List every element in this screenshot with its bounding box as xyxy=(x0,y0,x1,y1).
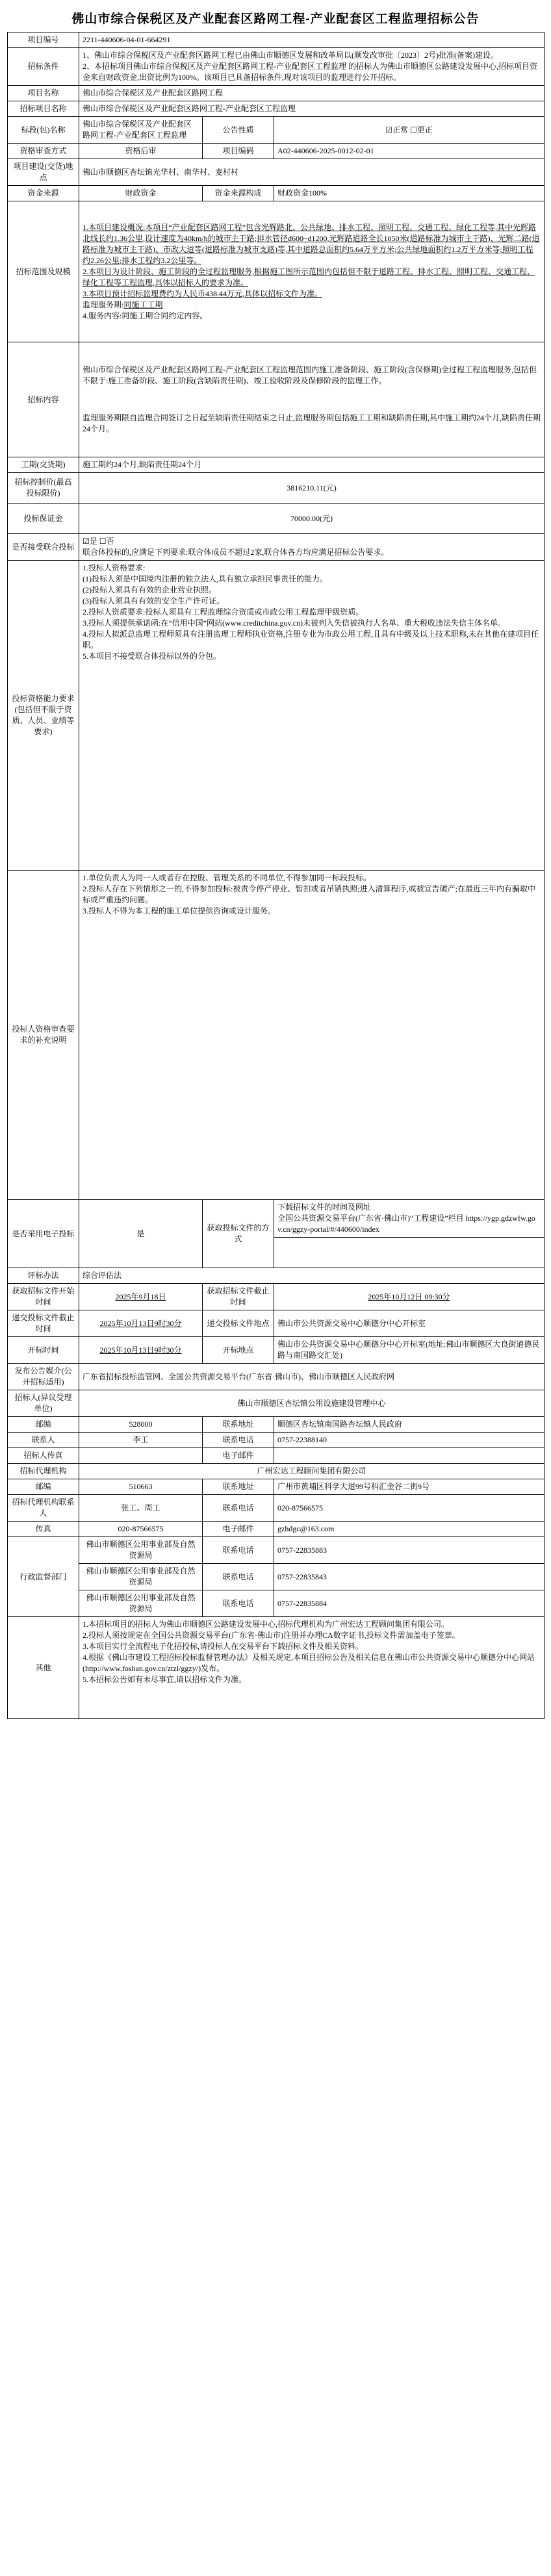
requirement-line: 4.投标人拟派总监理工程师须具有注册监理工程师执业资格,注册专业为市政公用工程,且具有中级及以上技术职称,未在其他在建项目任职。 xyxy=(83,630,539,650)
joint-label: 是否接受联合投标 xyxy=(8,534,79,561)
requirement-line: (2)投标人须具有有效的企业营业执照。 xyxy=(83,585,216,594)
deposit-label: 投标保证金 xyxy=(8,504,79,534)
agency-label: 招标代理机构 xyxy=(8,1464,79,1479)
tenderer-tel-value: 0757-22388140 xyxy=(274,1433,545,1448)
footer-note-line: 4.根据《佛山市建设工程招标投标监督管理办法》及相关规定,本项目招标公告及相关信息在佛山市公共资源交易中心顺德分中心网站(http://www.foshan.gov.cn/ztzl/ggzy/)发布。 xyxy=(83,1653,535,1673)
supervision-tel-value: 0757-22835883 xyxy=(274,1537,545,1564)
doc-method-label: 获取投标文件的方式 xyxy=(203,1200,274,1268)
conditions-line: 2、本招标项目佛山市综合保税区及产业配套区路网工程-产业配套区工程监理 的招标人为佛山市顺德区公路建设发展中心,招标项目资金来自财政资金,出资比例为100%。该项目已具备招标条件,现对该项目的监理进行公开招标。 xyxy=(83,62,538,82)
agency-email-value[interactable]: gzhdgc@163.com xyxy=(274,1522,545,1537)
project-code2-value: A02-440606-2025-0012-02-01 xyxy=(274,144,545,159)
conditions-line: 1、佛山市综合保税区及产业配套区路网工程已由佛山市顺德区发展和改革局以(顺发改审批〔2023〕2号)批准(备案)建设。 xyxy=(83,51,498,60)
scope-duration-value: 同施工工期 xyxy=(123,300,163,309)
project-code2-label: 项目编码 xyxy=(203,144,274,159)
row-deposit xyxy=(8,504,545,534)
tenderer-email-value xyxy=(274,1448,545,1464)
media-value: 广东省招标投标监管网、全国公共资源交易平台(广东省·佛山市)、佛山市顺德区人民政府网 xyxy=(79,1364,545,1390)
content-label: 招标内容 xyxy=(8,342,79,457)
row-content xyxy=(8,342,545,457)
bid-rule-line: 1.单位负责人为同一人或者存在控股、管理关系的不同单位,不得参加同一标段投标。 xyxy=(83,873,372,882)
scope-duration xyxy=(83,300,541,311)
conditions-label: 招标条件 xyxy=(8,48,79,86)
bid-rule-line: 3.投标人不得为本工程的施工单位提供咨询或设计服务。 xyxy=(83,906,276,915)
scope-line: 3.本项目预计招标监理费约为人民币438.44万元,具体以招标文件为准。 xyxy=(83,288,323,298)
tenderer-addr-label: 联系地址 xyxy=(203,1417,274,1433)
tenderer-value: 佛山市顺德区杏坛镇公用设施建设管理中心 xyxy=(79,1390,545,1417)
submit-place-label: 递交投标文件地点 xyxy=(203,1310,274,1337)
row-conditions xyxy=(8,48,545,86)
supervision-dept: 佛山市顺德区公用事业部及自然资源局 xyxy=(79,1537,203,1564)
agency-contact-label: 招标代理机构联系人 xyxy=(8,1495,79,1522)
requirement-line: 1.投标人资格要求: xyxy=(83,563,146,572)
row-supervision-1 xyxy=(8,1537,545,1564)
footer-note-line: 1.本招标项目的招标人为佛山市顺德区公路建设发展中心,招标代理机构为广州宏达工程顾问集团有限公司。 xyxy=(83,1620,450,1629)
content-line: 监理服务期限自监理合同签订之日起至缺陷责任期结束之日止,监理服务期包括施工工期和缺陷责任期,其中施工期约24个月,缺陷责任期24个月。 xyxy=(83,413,541,433)
section-label: 标段(包)名称 xyxy=(8,117,79,144)
open-value: 2025年10月13日9时30分 xyxy=(79,1337,203,1364)
tenderer-email-label: 电子邮件 xyxy=(203,1448,274,1464)
submit-label: 递交投标文件截止时间 xyxy=(8,1310,79,1337)
project-code-value: 2211-440606-04-01-664291 xyxy=(79,32,545,48)
duration-value: 施工期约24个月,缺陷责任期24个月 xyxy=(79,457,545,473)
row-max-price xyxy=(8,473,545,504)
tender-table xyxy=(7,32,545,1719)
row-agency xyxy=(8,1464,545,1479)
row-supervision-2 xyxy=(8,1564,545,1590)
tender-name-label: 招标项目名称 xyxy=(8,101,79,117)
qualification-label: 资格审查方式 xyxy=(8,144,79,159)
e-bid-value: 是 xyxy=(79,1200,203,1268)
section-value: 佛山市综合保税区及产业配套区路网工程-产业配套区工程监理 xyxy=(79,117,203,144)
row-open xyxy=(8,1337,545,1364)
doc-start-value: 2025年9月18日 xyxy=(79,1284,203,1310)
open-label: 开标时间 xyxy=(8,1337,79,1364)
open-place-value: 佛山市公共资源交易中心顺德分中心开标室(地址:佛山市顺德区大良街道德民路与南国路交汇处) xyxy=(274,1337,545,1364)
supervision-tel-label: 联系电话 xyxy=(203,1537,274,1564)
tenderer-person-label: 招标人传真 xyxy=(8,1448,79,1464)
fund-ratio-value: 财政资金100% xyxy=(274,186,545,201)
requirements-label: 投标资格能力要求(包括但不限于资质、人员、业绩等要求) xyxy=(8,561,79,871)
tenderer-post-value: 528000 xyxy=(79,1417,203,1433)
footer-notes-label: 其他 xyxy=(8,1617,79,1719)
submit-value: 2025年10月13日9时30分 xyxy=(79,1310,203,1337)
supervision-dept: 佛山市顺德区公用事业部及自然资源局 xyxy=(79,1564,203,1590)
max-price-value: 3816210.11(元) xyxy=(79,473,545,504)
row-tenderer-email xyxy=(8,1448,545,1464)
row-duration xyxy=(8,457,545,473)
row-doc-time xyxy=(8,1284,545,1310)
requirement-line: 2.投标人资质要求:投标人须具有工程监理综合资质或市政公用工程监理甲级资质。 xyxy=(83,607,364,617)
agency-contact-value: 张工、周工 xyxy=(79,1495,203,1522)
row-supervision-3 xyxy=(8,1590,545,1617)
row-agency-post xyxy=(8,1479,545,1495)
row-tenderer-contact xyxy=(8,1433,545,1448)
content-line: 佛山市综合保税区及产业配套区路网工程-产业配套区工程监理范围内施工准备阶段、施工阶段(含保修期)全过程工程监理服务,包括但不限于:施工准备阶段、施工阶段(含缺陷责任期)、竣工验收阶段及保修阶段的监理工作。 xyxy=(83,365,537,385)
scope-line: 1.本项目建设概况:本项目“产业配套区路网工程”包含光辉路北、公共绿地、排水工程、照明工程、交通工程、绿化工程等,其中光辉路北线长约1.36公里,设计速度为40km/h的城市主干路;排水管径d600~d1200,光辉路道路全长1050米(道路标准为城市主干路)、光辉二路(道路标准为城市主干路)、市政大道等(道路标准为城市支路)等,其中道路总面积约5.64万平方米;公共绿地面积约1.2万平方米等;照明工程约2.26公里;排水工程约3.2公里等。 xyxy=(83,222,540,265)
row-tenderer-post xyxy=(8,1417,545,1433)
row-agency-fax xyxy=(8,1522,545,1537)
requirement-line: 3.投标人须提供承诺函:在“信用中国”网站(www.creditchina.gov.cn)未被列入失信被执行人名单、重大税收违法失信主体名单。 xyxy=(83,618,506,628)
agency-tel-value: 020-87566575 xyxy=(274,1495,545,1522)
row-bid-rule xyxy=(8,871,545,1200)
row-qualification xyxy=(8,144,545,159)
agency-post-value: 510663 xyxy=(79,1479,203,1495)
fund-source-value: 财政资金 xyxy=(79,186,203,201)
tenderer-contact-value: 李工 xyxy=(79,1433,203,1448)
bid-rule-label: 投标人资格审查要求的补充说明 xyxy=(8,871,79,1200)
fund-source-label: 资金来源 xyxy=(8,186,79,201)
joint-note: 联合体投标的,应满足下列要求:联合体成员不超过2家,联合体各方均应满足招标公告要求。 xyxy=(83,548,389,557)
row-submit xyxy=(8,1310,545,1337)
requirement-line: (3)投标人须具有有效的安全生产许可证。 xyxy=(83,596,224,606)
tenderer-label: 招标人(异议受理单位) xyxy=(8,1390,79,1417)
open-place-label: 开标地点 xyxy=(203,1337,274,1364)
max-price-label: 招标控制价(最高投标限价) xyxy=(8,473,79,504)
row-site xyxy=(8,159,545,186)
site-label: 项目建设(交货)地点 xyxy=(8,159,79,186)
deposit-value: 70000.00(元) xyxy=(79,504,545,534)
duration-label: 工期(交货期) xyxy=(8,457,79,473)
eval-label: 评标办法 xyxy=(8,1268,79,1284)
agency-addr-label: 联系地址 xyxy=(203,1479,274,1495)
submit-place-value: 佛山市公共资源交易中心顺德分中心开标室 xyxy=(274,1310,545,1337)
agency-email-label: 电子邮件 xyxy=(203,1522,274,1537)
row-project-name xyxy=(8,86,545,101)
supervision-tel-value: 0757-22835843 xyxy=(274,1564,545,1590)
row-scope xyxy=(8,201,545,342)
bid-rule-value xyxy=(79,871,545,1200)
supervision-dept: 佛山市顺德区公用事业部及自然资源局 xyxy=(79,1590,203,1617)
agency-tel-label: 联系电话 xyxy=(203,1495,274,1522)
tenderer-addr-value: 顺德区杏坛镇南国路杏坛镇人民政府 xyxy=(274,1417,545,1433)
requirements-value xyxy=(79,561,545,871)
agency-addr-value: 广州市黄埔区科学大道99号科汇金谷二街9号 xyxy=(274,1479,545,1495)
scope-extra: 4.服务内容:同施工期合同约定内容。 xyxy=(83,311,208,320)
row-tender-name xyxy=(8,101,545,117)
doc-method-sub: 下载招标文件的时间及网址 xyxy=(277,1203,372,1212)
row-e-bid xyxy=(8,1200,545,1238)
media-label: 发布公告媒介(公开招标适用) xyxy=(8,1364,79,1390)
eval-value: 综合评估法 xyxy=(79,1268,545,1284)
e-bid-label: 是否采用电子投标 xyxy=(8,1200,79,1268)
supervision-label: 行政监督部门 xyxy=(8,1537,79,1617)
row-fund xyxy=(8,186,545,201)
joint-value xyxy=(79,534,545,561)
supervision-tel-label: 联系电话 xyxy=(203,1564,274,1590)
scope-label: 招标范围及规模 xyxy=(8,201,79,342)
doc-start-label: 获取招标文件开始时间 xyxy=(8,1284,79,1310)
row-eval xyxy=(8,1268,545,1284)
doc-method-value xyxy=(274,1200,545,1238)
footer-notes-value xyxy=(79,1617,545,1719)
bid-rule-line: 2.投标人存在下列情形之一的,不得参加投标:被责令停产停业、暂扣或者吊销执照;进入清算程序,或被宣告破产;在最近三年内有骗取中标或严重违约问题。 xyxy=(83,884,536,904)
agency-fax-label: 传真 xyxy=(8,1522,79,1537)
agency-fax-value: 020-87566575 xyxy=(79,1522,203,1537)
row-requirements xyxy=(8,561,545,871)
qualification-value: 资格后审 xyxy=(79,144,203,159)
doc-end-value: 2025年10月12日 09:30分 xyxy=(274,1284,545,1310)
agency-value: 广州宏达工程顾问集团有限公司 xyxy=(79,1464,545,1479)
footer-note-line: 5.本招标公告如有未尽事宜,请以招标文件为准。 xyxy=(83,1675,247,1684)
footer-note-line: 3.本项目实行全流程电子化招投标,请投标人在交易平台下载招标文件及相关资料。 xyxy=(83,1642,364,1651)
row-media xyxy=(8,1364,545,1390)
row-project-code xyxy=(8,32,545,48)
conditions-value xyxy=(79,48,545,86)
row-section xyxy=(8,117,545,144)
tender-name-value: 佛山市综合保税区及产业配套区路网工程-产业配套区工程监理 xyxy=(79,101,545,117)
scope-line: 2.本项目为设计阶段、施工阶段的全过程监理服务,根据施工图所示范围内包括但不限于道路工程、排水工程、照明工程、交通工程、绿化工程等工程监理,具体以招标人的要求为准。 xyxy=(83,266,535,287)
project-code-label: 项目编号 xyxy=(8,32,79,48)
supervision-tel-value: 0757-22835884 xyxy=(274,1590,545,1617)
notice-type-value: ☑正常 ☐更正 xyxy=(274,117,545,144)
tenderer-tel-label: 联系电话 xyxy=(203,1433,274,1448)
site-value: 佛山市顺德区杏坛镇光华村、南华村、麦村村 xyxy=(79,159,545,186)
requirement-line: (1)投标人须是中国境内注册的独立法人,具有独立承担民事责任的能力。 xyxy=(83,574,327,583)
scope-duration-label: 监理服务期: xyxy=(83,300,124,309)
content-value xyxy=(79,342,545,457)
footer-note-line: 2.投标人须按规定在全国公共资源交易平台(广东省·佛山市)注册并办理CA数字证书,投标文件需加盖电子签章。 xyxy=(83,1631,460,1640)
tenderer-post-label: 邮编 xyxy=(8,1417,79,1433)
tenderer-person-value xyxy=(79,1448,203,1464)
row-footer-notes xyxy=(8,1617,545,1719)
tenderer-contact-label: 联系人 xyxy=(8,1433,79,1448)
requirement-line: 5.本项目不接受联合体投标以外的分包。 xyxy=(83,652,222,661)
project-name-value: 佛山市综合保税区及产业配套区路网工程 xyxy=(79,86,545,101)
joint-choice: ☑是 ☐否 xyxy=(83,537,114,546)
row-joint xyxy=(8,534,545,561)
supervision-tel-label: 联系电话 xyxy=(203,1590,274,1617)
page-title: 佛山市综合保税区及产业配套区路网工程-产业配套区工程监理招标公告 xyxy=(71,12,480,26)
project-name-label: 项目名称 xyxy=(8,86,79,101)
notice-type-label: 公告性质 xyxy=(203,117,274,144)
doc-method-site[interactable]: 全国公共资源交易平台(广东省·佛山市)“工程建设”栏目 https://ygp.gdzwfw.gov.cn/ggzy-portal/#/440600/index xyxy=(277,1214,535,1234)
agency-post-label: 邮编 xyxy=(8,1479,79,1495)
doc-end-label: 获取招标文件截止时间 xyxy=(203,1284,274,1310)
fund-ratio-label: 资金来源构成 xyxy=(203,186,274,201)
row-tenderer xyxy=(8,1390,545,1417)
doc-method-blank xyxy=(274,1238,545,1268)
scope-value xyxy=(79,201,545,342)
row-agency-contact xyxy=(8,1495,545,1522)
